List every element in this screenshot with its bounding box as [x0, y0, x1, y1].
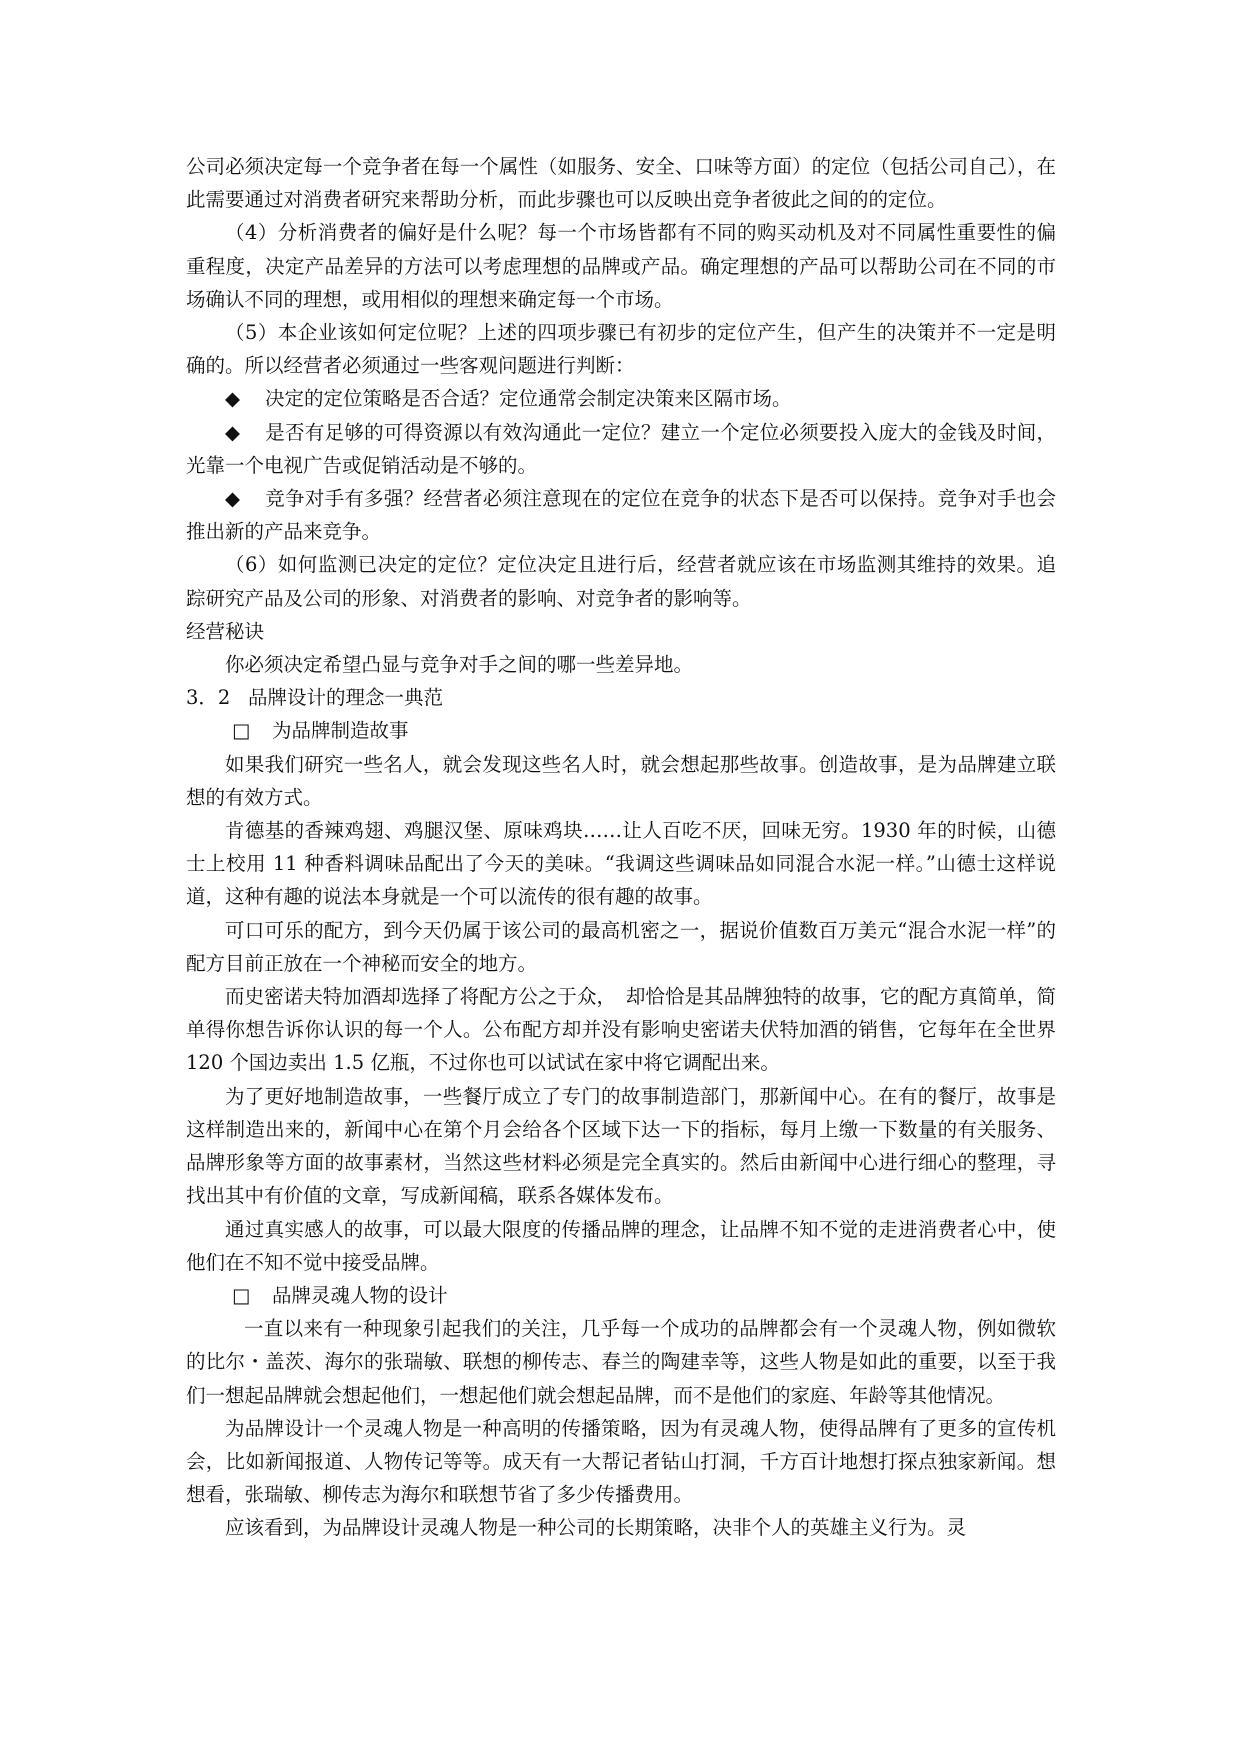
- paragraph-step-6: （6）如何监测已决定的定位？定位决定且进行后，经营者就应该在市场监测其维持的效果。追踪研究产品及公司的形象、对消费者的影响、对竞争者的影响等。: [186, 553, 1056, 610]
- checkbox-square-icon: □: [232, 1283, 251, 1307]
- paragraph-competitor-positioning: 公司必须决定每一个竞争者在每一个属性（如服务、安全、口味等方面）的定位（包括公司自己），在此需要通过对消费者研究来帮助分析，而此步骤也可以反映出竞争者彼此之间的的定位。: [186, 155, 1056, 212]
- checkbox-square-icon: □: [232, 719, 251, 743]
- paragraph-story-intro: 如果我们研究一些名人，就会发现这些名人时，就会想起那些故事。创造故事，是为品牌建立联想的有效方式。: [186, 752, 1056, 809]
- bullet-item-2: [186, 416, 1056, 482]
- diamond-bullet-icon: ◆: [225, 420, 240, 444]
- subheading-soul-figure: [186, 1279, 1056, 1312]
- section-number: 3．2: [186, 686, 231, 710]
- document-page: [186, 150, 1056, 1545]
- subheading-text: 品牌灵魂人物的设计: [272, 1283, 448, 1307]
- paragraph-soul-figure: 一直以来有一种现象引起我们的关注，几乎每一个成功的品牌都会有一个灵魂人物，例如微软的比尔・盖茨、海尔的张瑞敏、联想的柳传志、春兰的陶建幸等，这些人物是如此的重要，以至于我们一想起品牌就会想起他们，一想起他们就会想起品牌，而不是他们的家庭、年龄等其他情况。: [186, 1317, 1056, 1407]
- bullet-item-1: [186, 382, 1056, 415]
- paragraph-long-term: 应该看到，为品牌设计灵魂人物是一种公司的长期策略，决非个人的英雄主义行为。灵: [225, 1516, 967, 1540]
- paragraph-news-center: 为了更好地制造故事，一些餐厅成立了专门的故事制造部门，那新闻中心。在有的餐厅，故事是这样制造出来的，新闻中心在第个月会给各个区域下达一下的指标，每月上缴一下数量的有关服务、品牌形象等方面的故事素材，当然这些材料必须是完全真实的。然后由新闻中心进行细心的整理，寻找出其中有价值的文章，写成新闻稿，联系各媒体发布。: [186, 1084, 1056, 1208]
- paragraph-true-stories: 通过真实感人的故事，可以最大限度的传播品牌的理念，让品牌不知不觉的走进消费者心中，使他们在不知不觉中接受品牌。: [186, 1217, 1056, 1274]
- section-heading: [186, 681, 1056, 714]
- diamond-bullet-icon: ◆: [225, 487, 240, 511]
- section-title: 品牌设计的理念一典范: [248, 686, 444, 710]
- paragraph-coca-cola: 可口可乐的配方，到今天仍属于该公司的最高机密之一，据说价值数百万美元“混合水泥一样”的配方目前正放在一个神秘而安全的地方。: [186, 918, 1056, 975]
- secret-heading: 经营秘诀: [186, 619, 265, 643]
- bullet-text: 是否有足够的可得资源以有效沟通此一定位？建立一个定位必须要投入庞大的金钱及时间，光靠一个电视广告或促销活动是不够的。: [186, 420, 1056, 477]
- paragraph-step-4: （4）分析消费者的偏好是什么呢？每一个市场皆都有不同的购买动机及对不同属性重要性的偏重程度，决定产品差异的方法可以考虑理想的品牌或产品。确定理想的产品可以帮助公司在不同的市场确认不同的理想，或用相似的理想来确定每一个市场。: [186, 221, 1056, 311]
- diamond-bullet-icon: ◆: [225, 387, 240, 411]
- paragraph-kfc: 肯德基的香辣鸡翅、鸡腿汉堡、原味鸡块……让人百吃不厌，回味无穷。1930 年的时候，山德士上校用 11 种香料调味品配出了今天的美味。“我调这些调味品如同混合水泥一样。”山德士这样说道，这种有趣的说法本身就是一个可以流传的很有趣的故事。: [186, 819, 1056, 909]
- paragraph-smirnoff: 而史密诺夫特加酒却选择了将配方公之于众， 却恰恰是其品牌独特的故事，它的配方真简单，简单得你想告诉你认识的每一个人。公布配方却并没有影响史密诺夫伏特加酒的销售，它每年在全世界 120 个国边卖出 1.5 亿瓶，不过你也可以试试在家中将它调配出来。: [186, 985, 1056, 1075]
- bullet-text: 竞争对手有多强？经营者必须注意现在的定位在竞争的状态下是否可以保持。竞争对手也会推出新的产品来竞争。: [186, 487, 1056, 544]
- bullet-text: 决定的定位策略是否合适？定位通常会制定决策来区隔市场。: [265, 387, 792, 411]
- subheading-story: [186, 714, 1056, 747]
- paragraph-step-5: （5）本企业该如何定位呢？上述的四项步骤已有初步的定位产生，但产生的决策并不一定是明确的。所以经营者必须通过一些客观问题进行判断：: [186, 321, 1056, 378]
- subheading-text: 为品牌制造故事: [272, 719, 409, 743]
- bullet-item-3: [186, 482, 1056, 548]
- secret-text: 你必须决定希望凸显与竞争对手之间的哪一些差异地。: [225, 653, 694, 677]
- paragraph-soul-strategy: 为品牌设计一个灵魂人物是一种高明的传播策略，因为有灵魂人物，使得品牌有了更多的宣传机会，比如新闻报道、人物传记等等。成天有一大帮记者钻山打洞，千方百计地想打探点独家新闻。想想看，张瑞敏、柳传志为海尔和联想节省了多少传播费用。: [186, 1416, 1056, 1507]
